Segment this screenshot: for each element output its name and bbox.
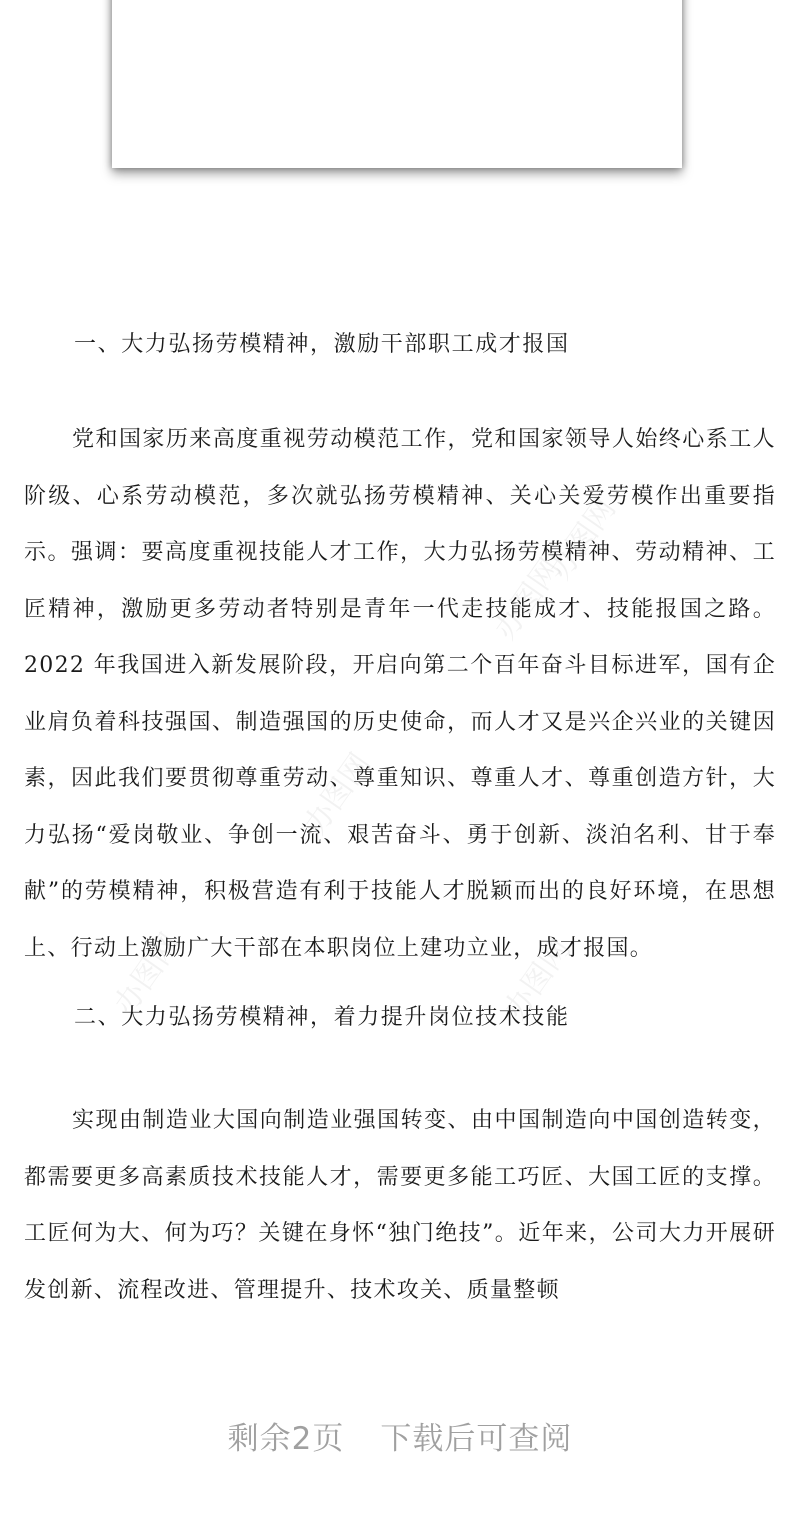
watermark: 办图网 (542, 492, 624, 586)
section-paragraph-2: 实现由制造业大国向制造业强国转变、由中国制造向中国创造转变，都需要更多高素质技术技能人才，需要更多能工巧匠、大国工匠的支撑。工匠何为大、何为巧？关键在身怀“独门绝技”。近年来，公司大力开展研发创新、流程改进、管理提升、技术攻关、质量整顿 (24, 1108, 776, 1303)
section-heading-1: 一、大力弘扬劳模精神，激励干部职工成才报国 (74, 332, 570, 357)
remaining-pages-label: 剩余2页 (227, 1421, 345, 1457)
previous-page-card (112, 0, 682, 168)
section-paragraph-1: 党和国家历来高度重视劳动模范工作，党和国家领导人始终心系工人阶级、心系劳动模范，多次就弘扬劳模精神、关心关爱劳模作出重要指示。强调：要高度重视技能人才工作，大力弘扬劳模精神、劳动精神、工匠精神，激励更多劳动者特别是青年一代走技能成才、技能报国之路。2022 年我国进入新发展阶段，开启向第二个百年奋斗目标进军，国有企业肩负着科技强国、制造强国的历史使命，而人才又是兴企兴业的关键因素，因此我们要贯彻尊重劳动、尊重知识、尊重人才、尊重创造方针，大力弘扬“爱岗敬业、争创一流、艰苦奋斗、勇于创新、淡泊名利、甘于奉献”的劳模精神，积极营造有利于技能人才脱颖而出的良好环境，在思想上、行动上激励广大干部在本职岗位上建功立业，成才报国。 (24, 427, 776, 961)
watermark: 办图网 (297, 747, 379, 841)
download-prompt-banner[interactable] (0, 1413, 800, 1458)
watermark: 办图网 (487, 552, 569, 646)
watermark: 办图网 (497, 932, 579, 1026)
section-heading-2: 二、大力弘扬劳模精神，着力提升岗位技术技能 (74, 1005, 570, 1030)
download-to-view-label[interactable]: 下载后可查阅 (380, 1421, 573, 1457)
watermark: 办图网 (107, 927, 189, 1021)
document-body (24, 322, 776, 1319)
